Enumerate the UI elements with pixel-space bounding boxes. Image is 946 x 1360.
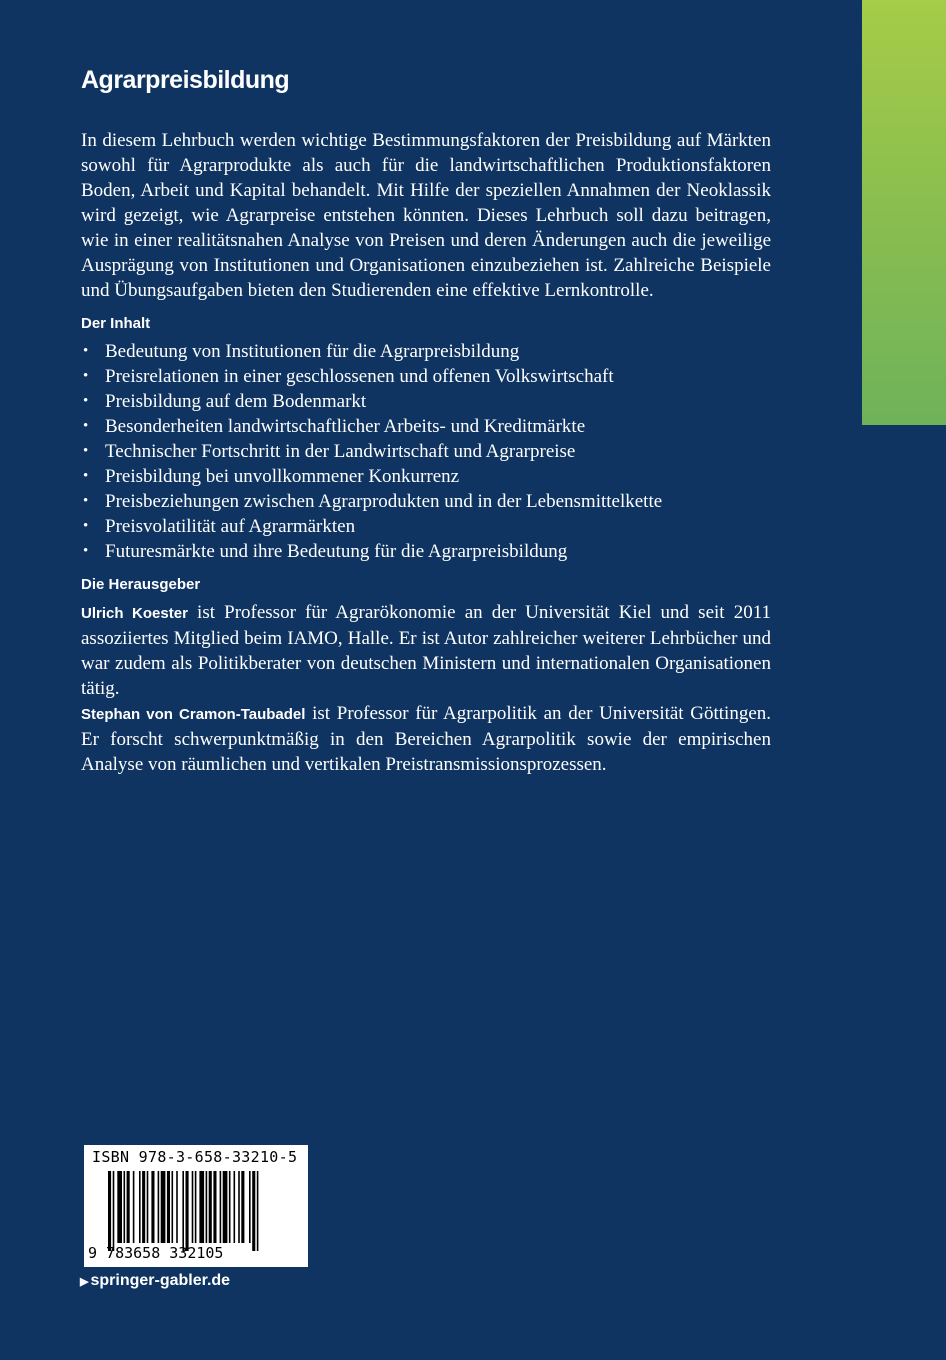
back-cover-text [81,64,771,777]
barcode-bar [213,1171,216,1243]
book-title: Agrarpreisbildung [81,66,290,94]
barcode-bar [195,1171,197,1243]
barcode-bar [151,1171,154,1243]
editor-bio-1 [81,600,771,701]
bullet-icon: • [83,343,89,359]
bullet-icon: • [83,393,89,409]
isbn-label: ISBN 978-3-658-33210-5 [92,1148,298,1166]
bullet-icon: • [83,543,89,559]
barcode-bar [229,1171,231,1243]
barcode-bar [167,1171,170,1243]
barcode-bar [127,1171,130,1243]
barcode-bar [139,1171,141,1243]
barcode-bar [158,1171,160,1243]
barcode-bar [161,1171,166,1243]
contents-heading: Der Inhalt [81,315,151,332]
barcode-bar [133,1171,135,1243]
contents-list [81,339,771,564]
editor-text-2: ist Professor für Agrarpolitik an der Universität Göttingen. Er forscht schwerpunktmäßig in den Bereichen Agrarpolitik sowie der empirischen Analyse von räumlichen und vertikalen Preistransmissionsprozessen. [81,703,772,775]
isbn-barcode [84,1145,308,1267]
barcode-bar [252,1171,255,1251]
barcode-bar [220,1171,222,1243]
barcode-bar [199,1171,204,1243]
barcode-bar [113,1171,115,1251]
barcode-bar [257,1171,259,1251]
intro-paragraph: In diesem Lehrbuch werden wichtige Bestimmungsfaktoren der Preisbildung auf Märkten sowohl für Agrarprodukte als auch für die landwirtschaftlichen Produktionsfaktoren Boden, Arbeit und Kapital behandelt. Mit Hilfe der speziellen Annahmen der Neoklassik wird gezeigt, wie Agrarpreise entstehen könnten. Dieses Lehrbuch soll dazu beitragen, wie in einer realitätsnahen Analyse von Preisen und deren Änderungen auch die jeweilige Ausprägung von Institutionen und Organisationen einzubeziehen ist. Zahlreiche Beispiele und Übungsaufgaben bieten den Studierenden eine effektive Lernkontrolle. [81,130,771,301]
barcode-bar [176,1171,178,1243]
list-item: • Preisrelationen in einer geschlossenen und offenen Volkswirtschaft [83,366,614,387]
list-item: • Preisbildung auf dem Bodenmarkt [83,391,367,412]
barcode-bar [223,1171,228,1243]
editors-heading: Die Herausgeber [81,576,201,593]
accent-color-bar [862,0,946,425]
barcode-bar [238,1171,240,1243]
publisher-link[interactable] [80,1272,230,1290]
publisher-url: springer-gabler.de [90,1272,231,1289]
list-item: • Besonderheiten landwirtschaftlicher Arbeits- und Kreditmärkte [83,416,586,437]
list-item: • Futuresmärkte und ihre Bedeutung für die Agrarpreisbildung [83,541,568,562]
list-item: • Preisvolatilität auf Agrarmärkten [83,516,356,537]
barcode-bar [147,1171,149,1243]
editor-text-1: ist Professor für Agrarökonomie an der Universität Kiel und seit 2011 assoziiertes Mitglied beim IAMO, Halle. Er ist Autor zahlreicher weiterer Lehrbücher und war zudem als Politikberater von deutschen Ministern und internationalen Organisationen tätig. [81,602,771,699]
barcode-bar [241,1171,244,1243]
barcode-bar [192,1171,194,1243]
list-item: • Technischer Fortschritt in der Landwirtschaft und Agrarpreise [83,441,576,462]
list-item: • Bedeutung von Institutionen für die Agrarpreisbildung [83,341,520,362]
list-item: • Preisbeziehungen zwischen Agrarprodukten und in der Lebensmittelkette [83,491,663,512]
editor-name-1: Ulrich Koester [81,605,188,622]
bullet-icon: • [83,443,89,459]
barcode-bar [142,1171,145,1243]
barcode-digits: 9 783658 332105 [88,1244,224,1262]
list-item: • Preisbildung bei unvollkommener Konkurrenz [83,466,460,487]
bullet-icon: • [83,493,89,509]
barcode-bar [209,1171,212,1243]
barcode-bar [206,1171,208,1243]
barcode-bar [108,1171,111,1251]
editor-name-2: Stephan von Cramon-Taubadel [81,706,306,723]
barcode-bar [124,1171,126,1243]
barcode-bar [172,1171,174,1243]
bullet-icon: • [83,368,89,384]
bullet-icon: • [83,468,89,484]
editor-bio-2 [81,701,771,777]
barcode-bar [186,1171,189,1251]
barcode-bar [182,1171,184,1251]
barcode-bar [249,1171,251,1243]
bullet-icon: • [83,418,89,434]
barcode-bar [117,1171,122,1243]
barcode-bar [234,1171,236,1243]
bullet-icon: • [83,518,89,534]
triangle-right-icon: ▶ [80,1276,89,1288]
